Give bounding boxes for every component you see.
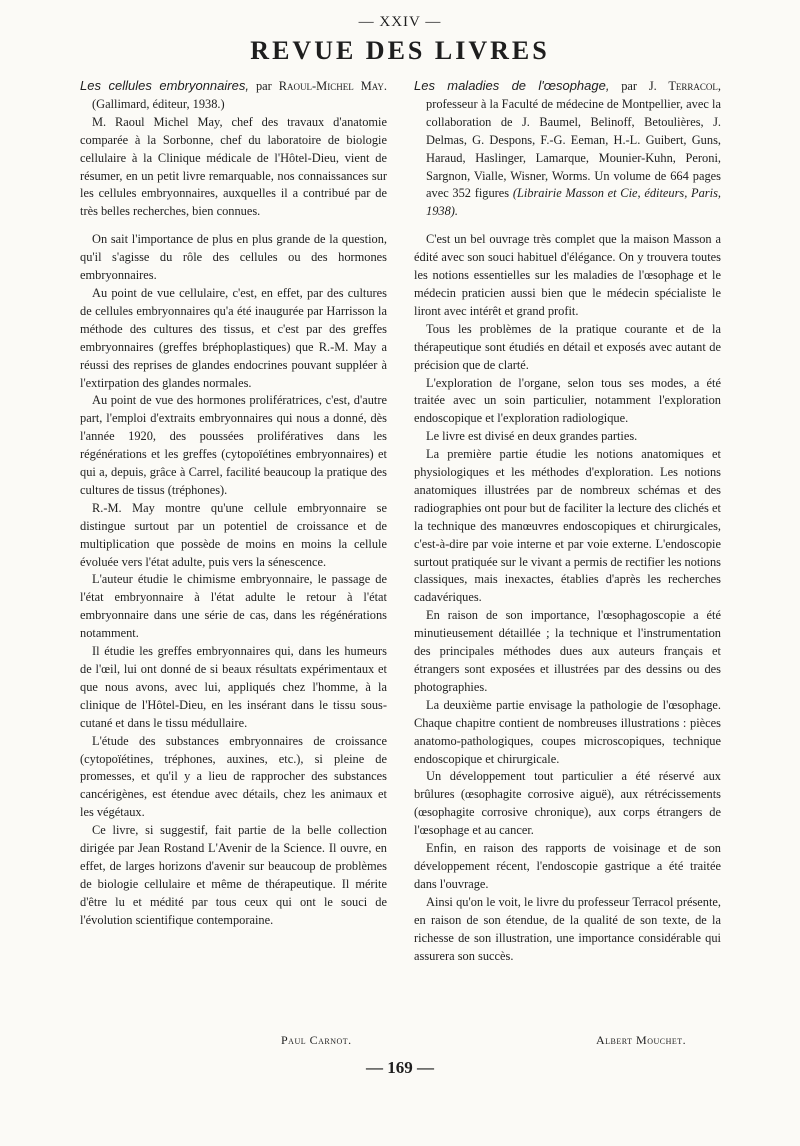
right-author: J. Terracol, <box>648 79 721 93</box>
left-paragraph: Au point de vue des hormones prolifératrices, c'est, d'autre part, l'emploi d'extraits embryonnaires qui nous a donné, dès l'année 1920, des poussées prolifératives dans les régénérations et les greffes (cytopoïétines embryonnaires) et qui a, depuis, grâce à Carrel, facilité beaucoup la pratique des cultures de tissus (tréphones). <box>80 393 387 497</box>
left-review-heading <box>80 77 387 114</box>
left-paragraph: L'auteur étudie le chimisme embryonnaire, le passage de l'état embryonnaire à l'état adulte le retour à l'état embryonnaire dans une série de cas, dans les régénérations notamment. <box>80 572 387 641</box>
right-paragraph: La deuxième partie envisage la pathologie de l'œsophage. Chaque chapitre contient de nombreuses illustrations : pièces anatomo-pathologiques, coupes microscopiques, technique endoscopique et chirurgicale. <box>414 697 721 766</box>
left-paragraph: L'étude des substances embryonnaires de croissance (cytopoïétines, tréphones, auxines, etc.), si pleine de promesses, et qu'il y a lieu de rapprocher des substances cancérigènes, est étendue avec détails, chez les animaux et les végétaux. <box>80 733 387 820</box>
right-paragraph: Ainsi qu'on le voit, le livre du professeur Terracol présente, en raison de son étendue, de la qualité de son texte, de la richesse de son illustration, une importance considérable qui assurera son succès. <box>414 894 721 963</box>
right-paragraph: Tous les problèmes de la pratique courante et de la thérapeutique sont étudiés en détail et exposés avec autant de précision que de clarté. <box>414 321 721 372</box>
left-paragraph: R.-M. May montre qu'une cellule embryonnaire se distingue surtout par un potentiel de croissance et de multiplication que possède de moins en moins la cellule évoluée vers l'état adulte, puis vers la sénescence. <box>80 500 387 569</box>
running-head: — XXIV — <box>358 14 442 30</box>
right-paragraph: Enfin, en raison des rapports de voisinage et de son développement récent, l'endoscopie gastrique a été traitée dans l'ouvrage. <box>414 841 721 891</box>
left-paragraph: Au point de vue cellulaire, c'est, en effet, par des cultures de cellules embryonnaires qu'a été inaugurée par Harrisson la méthode des cultures des tissus, et c'est par des greffes embryonnaires (greffes bréphoplastiques) que R.-M. May a réussi des reprises de glandes endocrines pouvant suppléer à l'extirpation des glandes normales. <box>80 285 387 390</box>
left-by: par <box>248 79 279 93</box>
right-publisher: (Librairie Masson et Cie, éditeurs, Paris, 1938). <box>426 186 721 219</box>
left-paragraph: Il étudie les greffes embryonnaires qui, dans les humeurs de l'œil, lui ont donné de si beaux résultats expérimentaux et que nous avons, avec lui, appliqués chez l'homme, à la clinique de l'Hôtel-Dieu, en les insérant dans le tissu sous-cutané et dans le tissu médullaire. <box>80 644 387 730</box>
left-review-signature: Paul Carnot. <box>281 1033 352 1047</box>
right-paragraph: Le livre est divisé en deux grandes parties. <box>426 429 638 444</box>
right-review-heading <box>414 77 721 221</box>
right-credits: professeur à la Faculté de médecine de Montpellier, avec la collaboration de J. Baumel, Belinoff, Betoulières, J. Delmas, G. Despons, F.-G. Eeman, H.-L. Guibert, Guns, Haraud, Haslinger, Lamarque, Mounier-Kuhn, Peroni, Sargnon, Vialle, Wisner, Worms. Un volume de 664 pages avec 352 figures <box>426 96 721 201</box>
right-paragraph: La première partie étudie les notions anatomiques et physiologiques et les méthodes d'exploration. Les notions anatomiques illustrées par de nombreux schémas et des radiographies ont pour but de faciliter la lecture des clichés et la technique des manœuvres endoscopiques et chirurgicales, c'est-à-dire par voie interne et par voie externe. L'endoscopie surtout pratiquée sur le vivant a permis de rectifier les notions classiques, mais inexactes, établies d'après les recherches cadavériques. <box>414 447 721 605</box>
right-paragraph: C'est un bel ouvrage très complet que la maison Masson a édité avec son souci habituel d'élégance. On y trouvera toutes les notions essentielles sur les maladies de l'œsophage et le médecin praticien aussi bien que le médecin spécialiste le liront avec intérêt et grand profit. <box>414 232 721 318</box>
page-title: REVUE DES LIVRES <box>250 36 550 65</box>
left-book-title: Les cellules embryonnaires, <box>80 78 249 93</box>
left-publisher: (Gallimard, éditeur, 1938.) <box>92 96 225 111</box>
left-paragraph: M. Raoul Michel May, chef des travaux d'anatomie comparée à la Sorbonne, chef du laboratoire de biologie cellulaire à la Clinique médicale de l'Hôtel-Dieu, vient de résumer, en un petit livre remarquable, nos connaissances sur les cellules embryonnaires, auxquelles il a contribué par de très belles recherches, bien connues. <box>80 114 387 219</box>
right-paragraph: L'exploration de l'organe, selon tous ses modes, a été traitée avec un soin particulier, notamment l'exploration endoscopique et l'exploration radiologique. <box>414 375 721 426</box>
left-author: Raoul-Michel May. <box>278 79 387 93</box>
right-book-title: Les maladies de l'œsophage, <box>414 78 610 93</box>
left-paragraph: Ce livre, si suggestif, fait partie de la belle collection dirigée par Jean Rostand L'Avenir de la Science. Il ouvre, en effet, de larges horizons d'avenir sur beaucoup de problèmes de biologie cellulaire et même de thérapeutique. Il mérite d'être lu et médité par tous ceux qui ont le souci de l'évolution scientifique contemporaine. <box>80 823 387 927</box>
right-column-review <box>414 77 721 965</box>
page-number: — 169 — <box>366 1058 434 1077</box>
left-column-review <box>80 77 387 930</box>
right-by: par <box>609 79 649 93</box>
right-paragraph: En raison de son importance, l'œsophagoscopie a été minutieusement détaillée ; la technique et l'instrumentation des principales méthodes dues aux auteurs français et étrangers sont exposées et illustrées par des dessins ou des photographies. <box>414 608 721 694</box>
right-review-signature: Albert Mouchet. <box>596 1033 687 1047</box>
right-paragraph: Un développement tout particulier a été réservé aux brûlures (œsophagite corrosive aiguë), aux rétrécissements (œsophagite corrosive chronique), aux corps étrangers de l'œsophage et au cancer. <box>414 769 721 838</box>
left-paragraph: On sait l'importance de plus en plus grande de la question, qu'il s'agisse du rôle des cellules ou des hormones embryonnaires. <box>80 232 387 283</box>
